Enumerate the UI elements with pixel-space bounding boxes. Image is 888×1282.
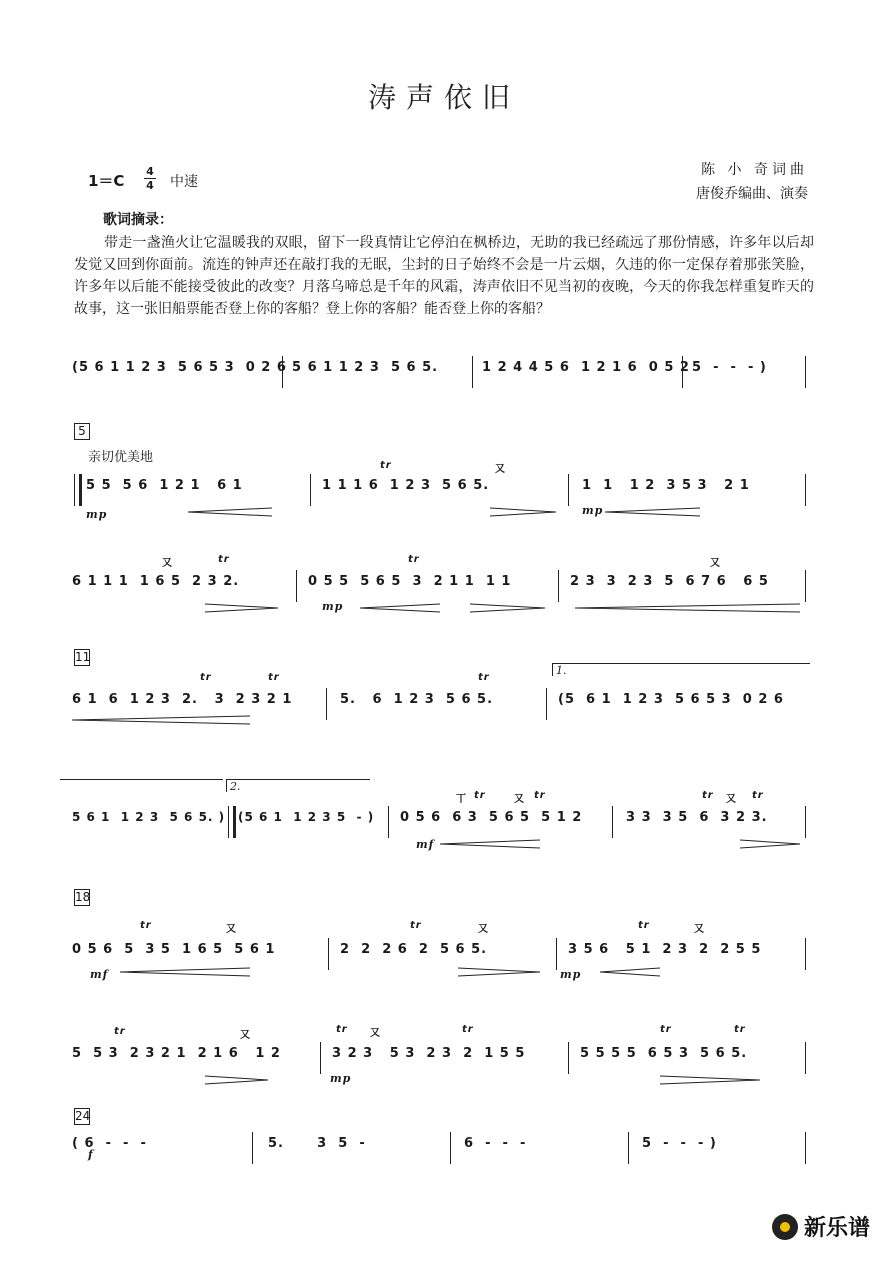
trill-ornament: tr (200, 672, 212, 683)
measure: 1 2 4 4 5 6 1 2 1 6 0 5 2 (482, 360, 690, 375)
trill-ornament: tr (140, 920, 152, 931)
measure-number: 24 (75, 1109, 91, 1123)
measure: (5 6 1 1 2 3 5 6 5 3 0 2 6 (72, 360, 287, 375)
ornament-mark: 又 (478, 924, 489, 935)
dynamic-mp: mp (560, 968, 582, 981)
measure: 5 5 5 6 1 2 1 6 1 (86, 478, 243, 493)
trill-ornament: tr (534, 790, 546, 801)
trill-ornament: tr (702, 790, 714, 801)
measure: 0 5 5 5 6 5 3 2 1 1 1 1 (308, 574, 512, 589)
ornament-mark: 又 (370, 1028, 381, 1039)
measure: (5 6 1 1 2 3 5 6 5 3 0 2 6 (558, 692, 784, 707)
crescendo-hairpin (120, 968, 250, 976)
trill-ornament: tr (114, 1026, 126, 1037)
time-signature-top: 4 (146, 165, 154, 178)
decrescendo-hairpin (660, 1076, 760, 1084)
decrescendo-hairpin (205, 604, 278, 612)
measure: 5 5 5 5 6 5 3 5 6 5. (580, 1046, 748, 1061)
trill-ornament: tr (336, 1024, 348, 1035)
ornament-mark: 丅 (456, 794, 467, 805)
measure: (5 6 1 1 2 3 5 - ) (238, 810, 375, 824)
decrescendo-hairpin (205, 1076, 268, 1084)
measure: 3 3 3 5 6 3 2 3. (626, 810, 768, 825)
ornament-mark: 又 (514, 794, 525, 805)
measure: 6 - - - (464, 1136, 527, 1151)
key-signature: 1＝C (88, 172, 125, 190)
crescendo-hairpin (575, 604, 800, 612)
crescendo-hairpin (440, 840, 540, 848)
measure: 5. 3 5 - (268, 1136, 366, 1151)
measure: 1 1 1 6 1 2 3 5 6 5. (322, 478, 490, 493)
logo-text: 新乐谱 (803, 1216, 870, 1241)
tempo-marking: 中速 (170, 174, 198, 190)
trill-ornament: tr (660, 1024, 672, 1035)
dynamic-mp: mp (86, 508, 108, 521)
trill-ornament: tr (752, 790, 764, 801)
crescendo-hairpin (605, 508, 700, 516)
decrescendo-hairpin (490, 508, 556, 516)
dynamic-mf: mf (416, 838, 435, 851)
trill-ornament: tr (268, 672, 280, 683)
lyrics-heading: 歌词摘录： (103, 212, 173, 228)
crescendo-hairpin (360, 604, 440, 612)
trill-ornament: tr (408, 554, 420, 565)
volta-1: 1. (552, 663, 810, 676)
dynamic-f: f (88, 1148, 94, 1161)
volta-2: 2. (226, 779, 370, 792)
measure-number: 11 (75, 650, 91, 664)
time-signature-bottom: 4 (146, 179, 154, 192)
trill-ornament: tr (218, 554, 230, 565)
trill-ornament: tr (638, 920, 650, 931)
decrescendo-hairpin (458, 968, 540, 976)
measure-number: 5 (74, 423, 90, 440)
trill-ornament: tr (462, 1024, 474, 1035)
composer-credit: 陈 小 奇词曲 (701, 162, 808, 178)
dynamic-mp: mp (582, 504, 604, 517)
crescendo-hairpin (72, 716, 250, 724)
measure: 0 5 6 6 3 5 6 5 5 1 2 (400, 810, 583, 825)
ornament-mark: 又 (240, 1030, 251, 1041)
dynamic-mp: mp (330, 1072, 352, 1085)
ornament-mark: 又 (495, 464, 506, 475)
measure: 6 1 1 1 1 6 5 2 3 2. (72, 574, 240, 589)
lyrics-text: 带走一盏渔火让它温暖我的双眼，留下一段真情让它停泊在枫桥边，无助的我已经疏远了那份情感，许多年以后却发觉又回到你面前。流连的钟声还在敲打我的无眠，尘封的日子始终不会是一片云烟，久违的你一定保存着那张笑脸，许多年以后能不能接受彼此的改变？月落乌啼总是千年的风霜，涛声依旧不见当初的夜晚，今天的你我怎样重复昨天的故事，这一张旧船票能否登上你的客船？登上你的客船？能否登上你的客船？ (74, 235, 814, 317)
arranger-credit: 唐俊乔编曲、演奏 (696, 186, 808, 202)
measure: 5. 6 1 2 3 5 6 5. (340, 692, 494, 707)
dynamic-mp: mp (322, 600, 344, 613)
measure: 6 1 6 1 2 3 2. 3 2 3 2 1 (72, 692, 293, 707)
measure: 2 2 2 6 2 5 6 5. (340, 942, 488, 957)
measure: 0 5 6 5 3 5 1 6 5 5 6 1 (72, 942, 276, 957)
measure: 5 5 3 2 3 2 1 2 1 6 1 2 (72, 1046, 281, 1061)
trill-ornament: tr (734, 1024, 746, 1035)
dynamic-mf: mf (90, 968, 109, 981)
trill-ornament: tr (478, 672, 490, 683)
score-title: 涛声依旧 (367, 81, 520, 114)
ornament-mark: 又 (694, 924, 705, 935)
trill-ornament: tr (474, 790, 486, 801)
crescendo-hairpin (188, 508, 272, 516)
measure: 1 1 1 2 3 5 3 2 1 (582, 478, 750, 493)
measure: ( 6 - - - (72, 1136, 147, 1151)
ornament-mark: 又 (226, 924, 237, 935)
measure: 3 5 6 5 1 2 3 2 2 5 5 (568, 942, 762, 957)
measure: 5 6 1 1 2 3 5 6 5. (292, 360, 439, 375)
ornament-mark: 又 (710, 558, 721, 569)
measure: 5 - - - ) (642, 1136, 717, 1151)
site-logo (772, 1211, 870, 1242)
measure: 2 3 3 2 3 5 6 7 6 6 5 (570, 574, 769, 589)
measure: 5 - - - ) (692, 360, 767, 375)
trill-ornament: tr (380, 460, 392, 471)
decrescendo-hairpin (470, 604, 545, 612)
expression-marking: 亲切优美地 (88, 450, 154, 465)
measure: 5 6 1 1 2 3 5 6 5. ) (72, 810, 226, 824)
ornament-mark: 又 (726, 794, 737, 805)
crescendo-hairpin (600, 968, 660, 976)
trill-ornament: tr (410, 920, 422, 931)
measure-number: 18 (75, 890, 91, 904)
measure: 3 2 3 5 3 2 3 2 1 5 5 (332, 1046, 526, 1061)
decrescendo-hairpin (740, 840, 800, 848)
ornament-mark: 又 (162, 558, 173, 569)
vinyl-record-icon (772, 1214, 798, 1240)
